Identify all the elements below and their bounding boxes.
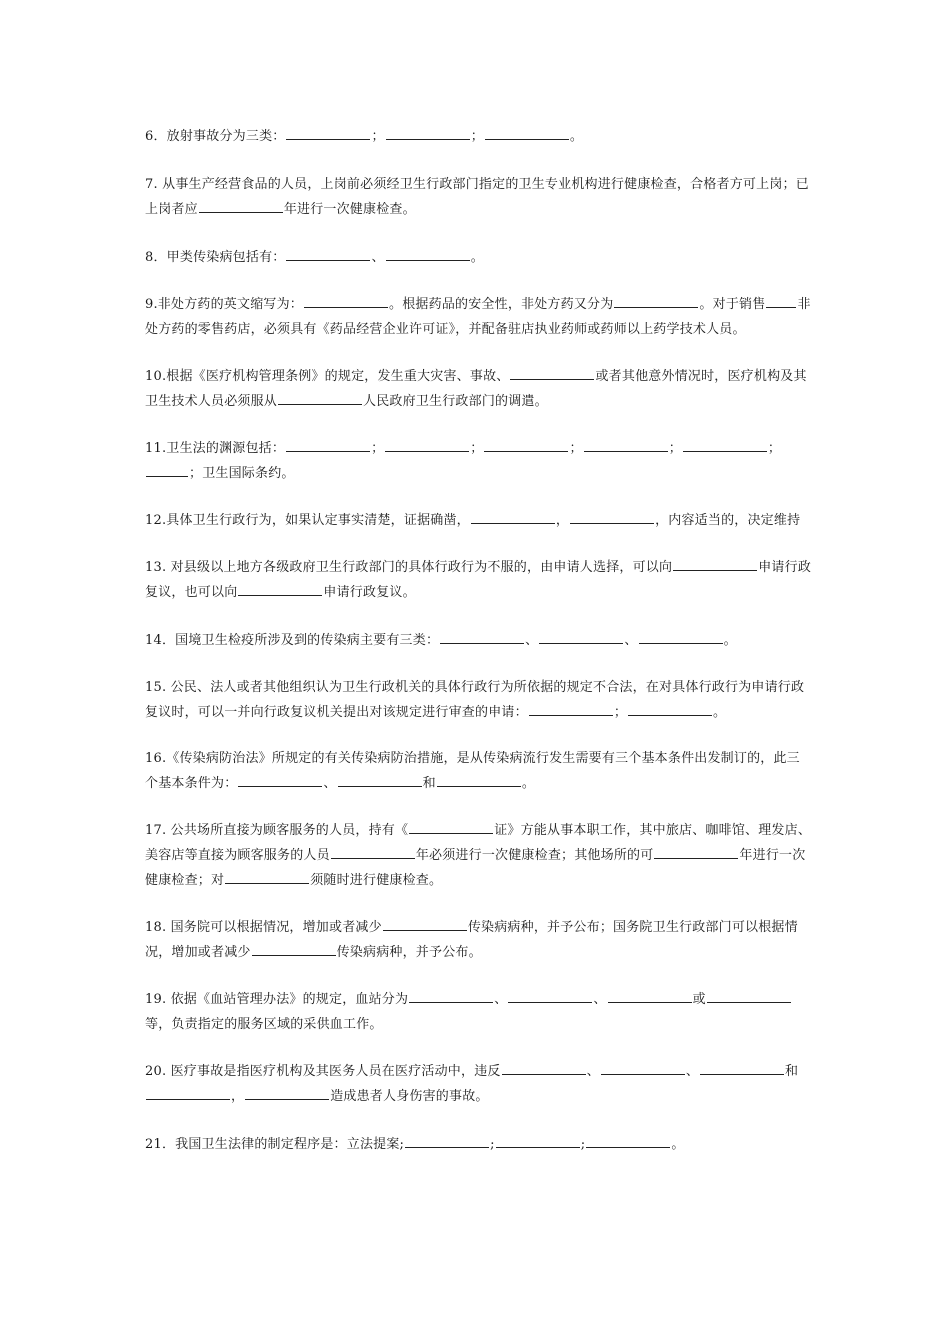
answer-blank[interactable] bbox=[238, 772, 322, 787]
answer-blank[interactable] bbox=[529, 701, 613, 716]
question-18: 18. 国务院可以根据情况，增加或者减少 传染病病种，并予公布；国务院卫生行政部门可以根据情况，增加或者减少 传染病病种，并予公布。 bbox=[145, 915, 813, 965]
answer-blank[interactable] bbox=[673, 556, 757, 571]
answer-blank[interactable] bbox=[245, 1085, 329, 1100]
question-21: 21．我国卫生法律的制定程序是：立法提案; ; ; 。 bbox=[145, 1132, 813, 1157]
answer-blank[interactable] bbox=[278, 390, 362, 405]
answer-blank[interactable] bbox=[539, 629, 623, 644]
question-15: 15. 公民、法人或者其他组织认为卫生行政机关的具体行政行为所依据的规定不合法，在对具体行政行为申请行政复议时，可以一并向行政复议机关提出对该规定进行审查的申请： ； 。 bbox=[145, 680, 805, 720]
answer-blank[interactable] bbox=[614, 293, 698, 308]
question-8: 8．甲类传染病包括有： 、 。 bbox=[145, 245, 813, 270]
answer-blank[interactable] bbox=[496, 1133, 580, 1148]
answer-blank[interactable] bbox=[484, 437, 568, 452]
answer-blank[interactable] bbox=[146, 1085, 230, 1100]
answer-blank[interactable] bbox=[654, 844, 738, 859]
question-11: 11.卫生法的渊源包括： ； ； ； ； ；；卫生国际条约。 bbox=[145, 436, 813, 486]
answer-blank[interactable] bbox=[628, 701, 712, 716]
answer-blank[interactable] bbox=[437, 772, 521, 787]
question-14: 14．国境卫生检疫所涉及到的传染病主要有三类： 、 、 。 bbox=[145, 628, 813, 653]
answer-blank[interactable] bbox=[338, 772, 422, 787]
answer-blank[interactable] bbox=[683, 437, 767, 452]
answer-blank[interactable] bbox=[700, 1060, 784, 1075]
answer-blank[interactable] bbox=[405, 1133, 489, 1148]
answer-blank[interactable] bbox=[440, 629, 524, 644]
answer-blank[interactable] bbox=[146, 462, 188, 477]
answer-blank[interactable] bbox=[608, 988, 692, 1003]
question-16: 16.《传染病防治法》所规定的有关传染病防治措施，是从传染病流行发生需要有三个基本条件出发制订的，此三个基本条件为： 、 和 。 bbox=[145, 751, 800, 791]
answer-blank[interactable] bbox=[386, 125, 470, 140]
answer-blank[interactable] bbox=[502, 1060, 586, 1075]
question-13: 13. 对县级以上地方各级政府卫生行政部门的具体行政行为不服的，由申请人选择，可以向 申请行政复议，也可以向 申请行政复议。 bbox=[145, 555, 813, 605]
answer-blank[interactable] bbox=[238, 581, 322, 596]
question-17: 17. 公共场所直接为顾客服务的人员，持有《 证》方能从事本职工作，其中旅店、咖啡馆、理发店、美容店等直接为顾客服务的人员 年必须进行一次健康检查；其他场所的可 年进行一次健康检查；对 须随时进行健康检查。 bbox=[145, 818, 813, 893]
answer-blank[interactable] bbox=[385, 437, 469, 452]
answer-blank[interactable] bbox=[286, 125, 370, 140]
question-10: 10.根据《医疗机构管理条例》的规定，发生重大灾害、事故、 或者其他意外情况时，医疗机构及其卫生技术人员必须服从 人民政府卫生行政部门的调遣。 bbox=[145, 364, 813, 414]
answer-blank[interactable] bbox=[286, 437, 370, 452]
answer-blank[interactable] bbox=[570, 509, 654, 524]
answer-blank[interactable] bbox=[383, 916, 467, 931]
answer-blank[interactable] bbox=[471, 509, 555, 524]
answer-blank[interactable] bbox=[199, 198, 283, 213]
question-20: 20. 医疗事故是指医疗机构及其医务人员在医疗活动中，违反 、 、 和， 造成患者人身伤害的事故。 bbox=[145, 1059, 813, 1109]
answer-blank[interactable] bbox=[508, 988, 592, 1003]
answer-blank[interactable] bbox=[409, 988, 493, 1003]
answer-blank[interactable] bbox=[252, 941, 336, 956]
question-6: 6．放射事故分为三类： ； ； 。 bbox=[145, 124, 813, 149]
answer-blank[interactable] bbox=[584, 437, 668, 452]
question-12: 12.具体卫生行政行为，如果认定事实清楚，证据确凿， ， ，内容适当的，决定维持 bbox=[145, 508, 813, 533]
answer-blank[interactable] bbox=[225, 869, 309, 884]
answer-blank[interactable] bbox=[286, 246, 370, 261]
answer-blank[interactable] bbox=[639, 629, 723, 644]
question-19: 19. 依据《血站管理办法》的规定，血站分为 、 、 或等，负责指定的服务区域的采供血工作。 bbox=[145, 987, 813, 1037]
question-7: 7. 从事生产经营食品的人员，上岗前必须经卫生行政部门指定的卫生专业机构进行健康检查，合格者方可上岗；已上岗者应 年进行一次健康检查。 bbox=[145, 177, 809, 217]
answer-blank[interactable] bbox=[707, 988, 791, 1003]
answer-blank[interactable] bbox=[601, 1060, 685, 1075]
answer-blank[interactable] bbox=[331, 844, 415, 859]
answer-blank[interactable] bbox=[510, 365, 594, 380]
answer-blank[interactable] bbox=[409, 819, 493, 834]
answer-blank[interactable] bbox=[586, 1133, 670, 1148]
answer-blank[interactable] bbox=[386, 246, 470, 261]
question-9: 9.非处方药的英文缩写为： 。根据药品的安全性，非处方药又分为 。对于销售 非处方药的零售药店，必须具有《药品经营企业许可证》，并配备驻店执业药师或药师以上药学技术人员。 bbox=[145, 292, 813, 342]
answer-blank[interactable] bbox=[485, 125, 569, 140]
answer-blank[interactable] bbox=[304, 293, 388, 308]
answer-blank[interactable] bbox=[766, 293, 796, 308]
